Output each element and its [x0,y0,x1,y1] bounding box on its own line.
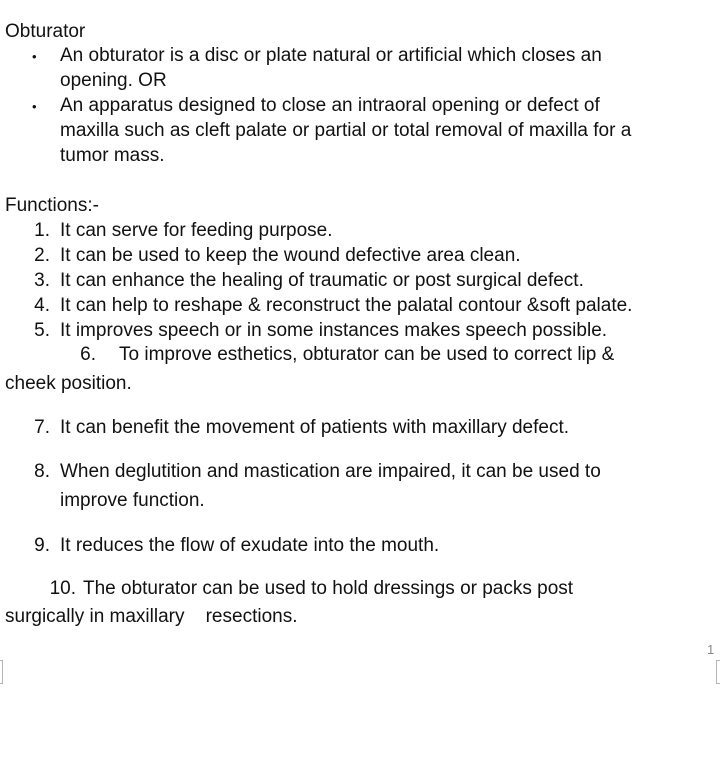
function-number: 2. [34,245,50,266]
function-item-5: It improves speech or in some instances makes speech possible. [60,320,608,341]
bullet-icon: • [32,99,37,114]
definition-2-line-3: tumor mass. [60,145,165,166]
definition-2-line-2: maxilla such as cleft palate or partial or total removal of maxilla for a [60,120,632,141]
left-margin-marker [0,660,3,684]
function-item-10-line-1: The obturator can be used to hold dressings or packs post [83,578,574,599]
right-margin-marker [716,660,720,684]
page-number: 1 [707,642,715,657]
function-item-2: It can be used to keep the wound defective area clean. [60,245,521,266]
function-item-8-line-1: When deglutition and mastication are impaired, it can be used to [60,461,601,482]
function-number: 3. [34,270,50,291]
function-number: 7. [34,417,50,438]
function-item-1: It can serve for feeding purpose. [60,220,333,241]
function-item-3: It can enhance the healing of traumatic or post surgical defect. [60,270,584,291]
function-number: 5. [34,320,50,341]
function-number: 6. [80,344,96,365]
function-number: 10. [49,578,76,599]
function-number: 9. [34,535,50,556]
definition-2-line-1: An apparatus designed to close an intraoral opening or defect of [60,95,600,116]
functions-heading: Functions:- [5,195,99,216]
function-number: 4. [34,295,50,316]
function-item-10-line-2: surgically in maxillary resections. [5,606,298,627]
function-item-8-line-2: improve function. [60,490,205,511]
function-item-7: It can benefit the movement of patients with maxillary defect. [60,417,570,438]
function-number: 1. [34,220,50,241]
function-item-9: It reduces the flow of exudate into the mouth. [60,535,440,556]
section-title: Obturator [5,21,86,42]
function-number: 8. [34,461,50,482]
bullet-icon: • [32,49,37,64]
function-item-6-line-1: To improve esthetics, obturator can be used to correct lip & [119,344,615,365]
definition-1-line-1: An obturator is a disc or plate natural or artificial which closes an [60,45,602,66]
definition-1-line-2: opening. OR [60,70,167,91]
function-item-4: It can help to reshape & reconstruct the palatal contour &soft palate. [60,295,633,316]
function-item-6-line-2: cheek position. [5,373,132,394]
